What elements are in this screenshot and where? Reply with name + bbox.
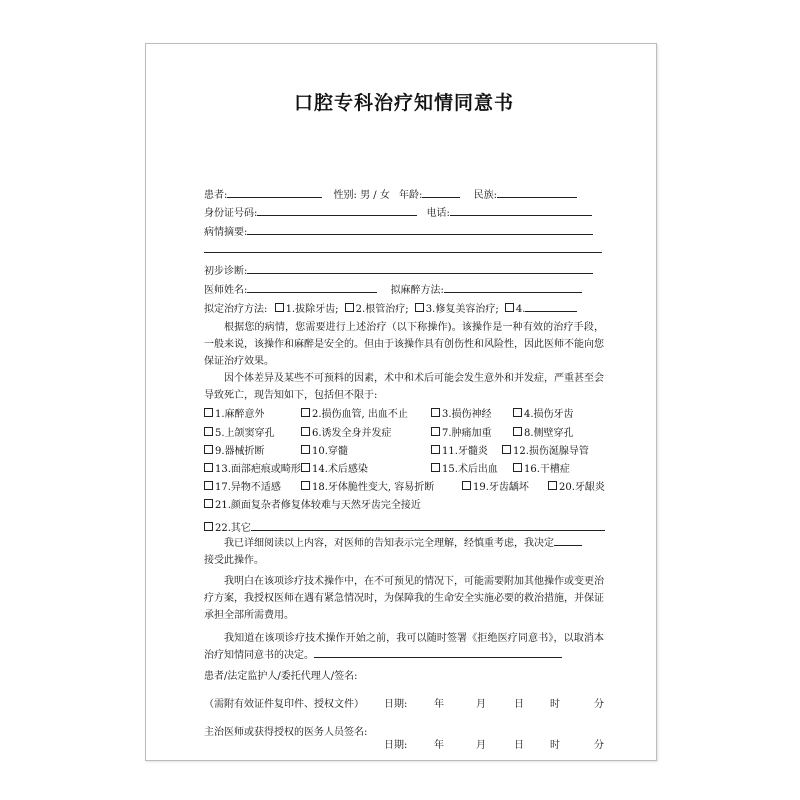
risk-item: 15.术后出血 <box>431 463 498 477</box>
risk-item: 9.器械折断 <box>204 445 265 459</box>
decision-line <box>224 535 582 551</box>
risk-checkbox[interactable] <box>548 481 557 490</box>
risk-checkbox[interactable] <box>204 499 213 508</box>
plan-checkbox-1[interactable] <box>275 303 284 312</box>
risk-item: 12.损伤涎腺导管 <box>502 445 589 459</box>
risk-item: 16.干槽症 <box>513 463 570 477</box>
id-number-label: 身份证号码: <box>204 208 258 219</box>
risk-item: 2.损伤血管, 出血不止 <box>301 408 408 422</box>
risk-checkbox[interactable] <box>204 427 213 436</box>
diagnosis-row <box>204 263 593 279</box>
risk-checkbox[interactable] <box>513 427 522 436</box>
risk-item: 11.牙髓炎 <box>431 445 488 459</box>
risk-item: 10.穿髓 <box>301 445 348 459</box>
risk-checkbox[interactable] <box>513 408 522 417</box>
doctor-signature-label: 主治医师或获得授权的医务人员签名: <box>204 727 368 738</box>
risk-item: 3.损伤神经 <box>431 408 492 422</box>
risk-item: 13.面部疤痕或畸形 <box>204 463 301 477</box>
risk-item: 14.术后感染 <box>301 463 368 477</box>
risk-checkbox[interactable] <box>431 427 440 436</box>
plan-option-4: 4. <box>515 304 526 315</box>
diagnosis-field[interactable] <box>247 263 593 274</box>
risk-checkbox[interactable] <box>502 445 511 454</box>
risk-item-21: 21.颜面复杂者修复体较难与天然牙齿完全接近 <box>204 499 421 513</box>
doctor-name-field[interactable] <box>247 282 377 293</box>
summary-label: 病情摘要: <box>204 227 248 238</box>
patient-name-field[interactable] <box>227 187 322 198</box>
risk-checkbox[interactable] <box>301 445 310 454</box>
plan-option-1: 1.拔除牙齿; <box>285 304 339 315</box>
risk-checkbox[interactable] <box>431 408 440 417</box>
patient-sign-date[interactable]: 日期: 年 月 日 时 分 <box>384 699 604 710</box>
gender-label: 性别: 男 / 女 <box>333 190 390 201</box>
id-row <box>204 205 592 221</box>
risk-checkbox[interactable] <box>301 408 310 417</box>
risk-checkbox[interactable] <box>204 463 213 472</box>
summary-row <box>204 224 593 240</box>
risk-item: 5.上颌窦穿孔 <box>204 427 275 441</box>
paragraph-refusal <box>204 630 604 664</box>
paragraph-risk-notice: 根据您的病情，您需要进行上述治疗（以下称操作)。该操作是一种有效的治疗手段，一般来说，该操作和麻醉是安全的。但由于该操作具有创伤性和风险性，因此医师不能向您保证治疗效果。 <box>204 322 604 367</box>
risk-checkbox[interactable] <box>301 463 310 472</box>
paragraph-authorization: 我明白在该项诊疗技术操作中，在不可预见的情况下，可能需要附加其他操作或变更治疗方案，我授权医师在遇有紧急情况时，为保障我的生命安全实施必要的救治措施，并保证承担全部所需费用。 <box>204 576 604 621</box>
risk-checkbox[interactable] <box>204 522 213 531</box>
anesthesia-field[interactable] <box>444 282 582 293</box>
risk-item-22: 22.其它 <box>204 520 605 536</box>
age-field[interactable] <box>422 187 460 198</box>
risk-item: 17.异物不适感 <box>204 481 281 495</box>
patient-signature-label: 患者/法定监护人/委托代理人/签名: <box>204 671 358 682</box>
risk-checkbox[interactable] <box>204 481 213 490</box>
ethnicity-field[interactable] <box>497 187 577 198</box>
risk-checkbox[interactable] <box>301 427 310 436</box>
risk-item: 8.侧壁穿孔 <box>513 427 574 441</box>
doctor-sign-date[interactable]: 日期: 年 月 日 时 分 <box>384 740 604 751</box>
decision-field[interactable] <box>554 535 582 546</box>
anesthesia-label: 拟麻醉方法: <box>390 285 444 296</box>
risk-checkbox[interactable] <box>431 445 440 454</box>
treatment-plan-row <box>204 301 577 317</box>
risk-other-field[interactable] <box>251 520 605 531</box>
risk-checkbox[interactable] <box>204 445 213 454</box>
refusal-field[interactable] <box>314 647 562 658</box>
risk-item: 6.诱发全身并发症 <box>301 427 392 441</box>
risk-checkbox[interactable] <box>301 481 310 490</box>
plan-checkbox-4[interactable] <box>505 303 514 312</box>
doctor-row <box>204 282 582 298</box>
risk-checkbox[interactable] <box>513 463 522 472</box>
plan-checkbox-3[interactable] <box>415 303 424 312</box>
decision-text: 我已详细阅读以上内容，对医师的告知表示完全理解，经慎重考虑，我决定 <box>224 538 554 549</box>
risk-item: 4.损伤牙齿 <box>513 408 574 422</box>
phone-field[interactable] <box>450 205 592 216</box>
risk-checkbox[interactable] <box>462 481 471 490</box>
phone-label: 电话: <box>426 208 450 219</box>
decision-end: 接受此操作。 <box>204 555 264 566</box>
ethnicity-label: 民族: <box>473 190 497 201</box>
plan-option-2: 2.根管治疗; <box>355 304 409 315</box>
diagnosis-label: 初步诊断: <box>204 266 248 277</box>
plan-label: 拟定治疗方法: <box>204 304 268 315</box>
risk-item: 19.牙齿龋坏 <box>462 481 529 495</box>
consent-form-page <box>145 43 657 761</box>
plan-checkbox-2[interactable] <box>345 303 354 312</box>
risk-item: 1.麻醉意外 <box>204 408 265 422</box>
doctor-label: 医师姓名: <box>204 285 248 296</box>
plan-option-4-field[interactable] <box>525 301 577 312</box>
paragraph-complications: 因个体差异及某些不可预料的因素，术中和术后可能会发生意外和并发症，严重甚至会导致死亡，现告知如下，包括但不限于: <box>204 373 604 401</box>
attachment-note: （需附有效证件复印件、授权文件） <box>204 699 364 710</box>
risk-item: 20.牙龈炎 <box>548 481 605 495</box>
refusal-text: 我知道在该项诊疗技术操作开始之前，我可以随时签署《拒绝医疗同意书》，以取消本治疗知情同意书的决定。 <box>204 633 604 661</box>
id-number-field[interactable] <box>257 205 417 216</box>
patient-label: 患者: <box>204 190 228 201</box>
summary-extra-line[interactable] <box>204 252 602 253</box>
summary-field[interactable] <box>247 224 593 235</box>
plan-option-3: 3.修复美容治疗; <box>425 304 499 315</box>
risk-checkbox[interactable] <box>204 408 213 417</box>
risk-item: 18.牙体脆性变大, 容易折断 <box>301 481 434 495</box>
patient-info-row <box>204 187 577 203</box>
risk-item: 7.肿痛加重 <box>431 427 492 441</box>
risk-checkbox[interactable] <box>431 463 440 472</box>
age-label: 年龄: <box>399 190 423 201</box>
form-title: 口腔专科治疗知情同意书 <box>293 92 514 114</box>
